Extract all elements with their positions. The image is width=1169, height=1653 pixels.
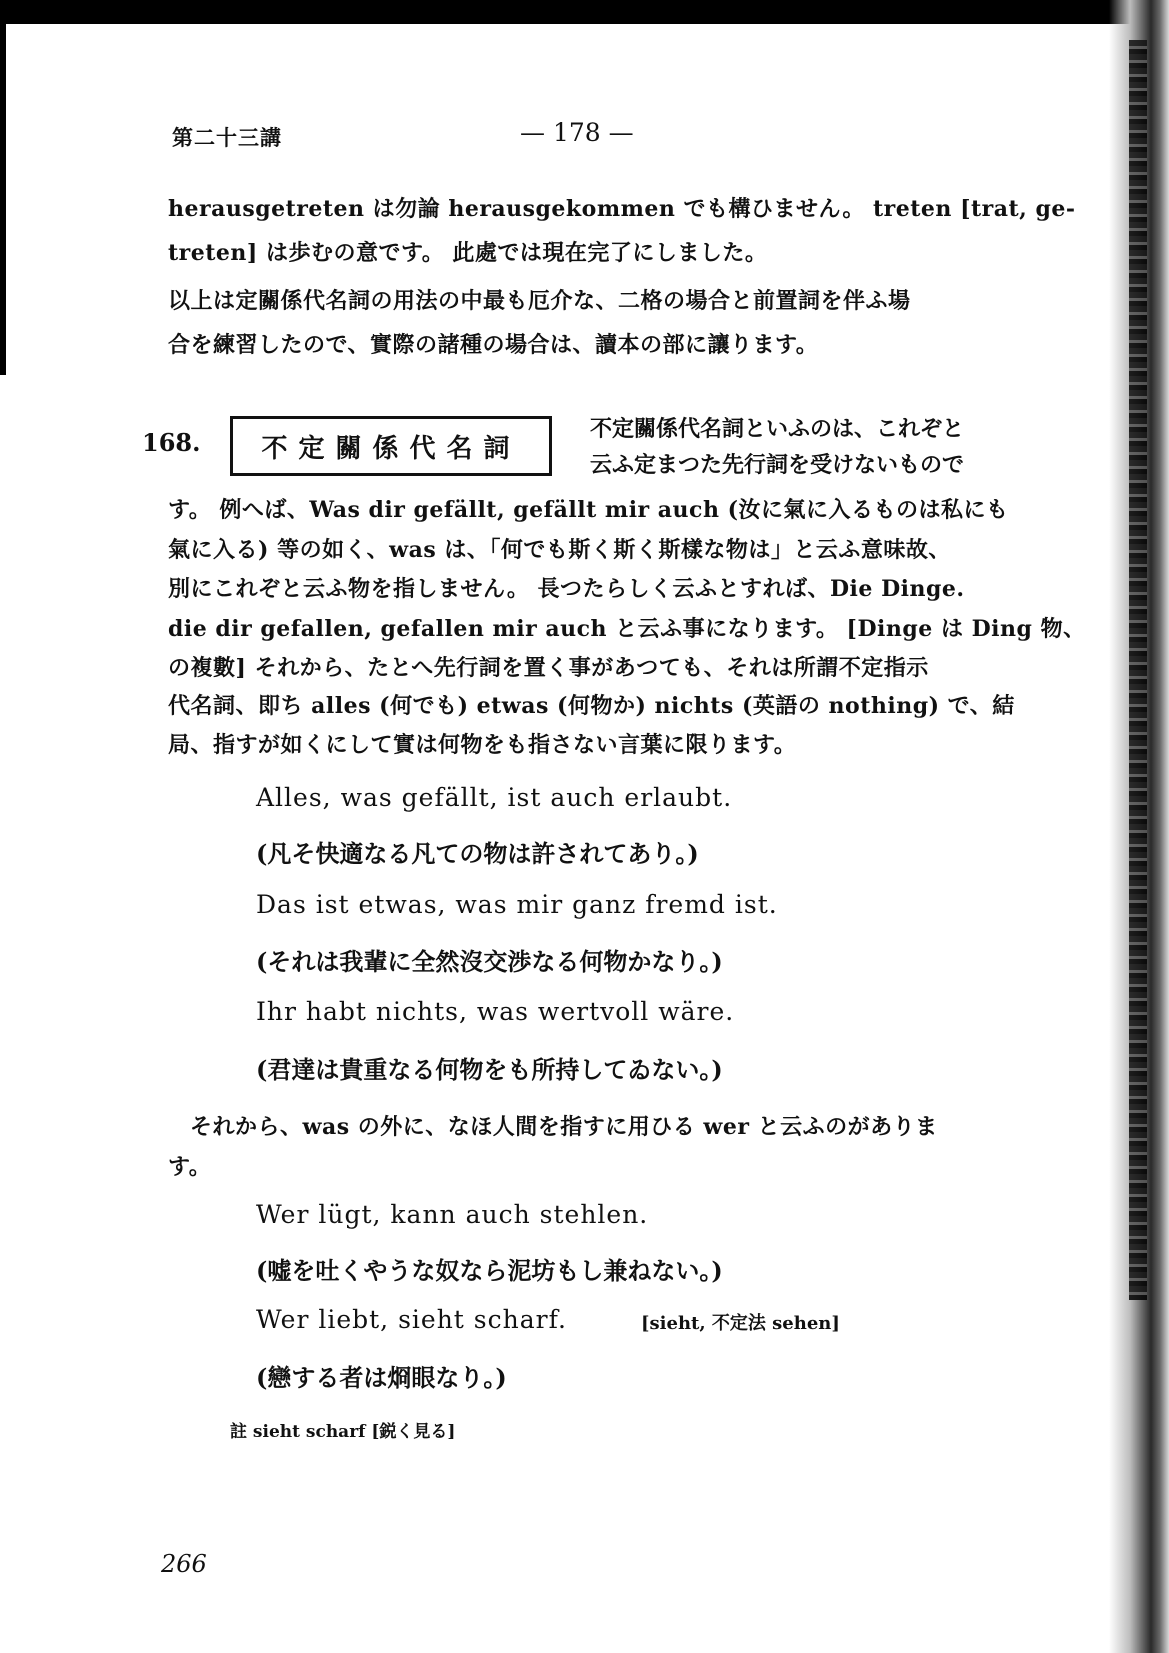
- example-japanese: (戀する者は烱眼なり。): [256, 1363, 507, 1392]
- example-japanese: (嘘を吐くやうな奴なら泥坊もし兼ねない。): [256, 1256, 723, 1285]
- mid-paragraph-line: それから、was の外に、なほ人間を指すに用ひる wer と云ふのがありま: [190, 1114, 938, 1140]
- bracket-gloss: [sieht, 不定法 sehen]: [641, 1313, 840, 1334]
- example-japanese: (凡そ快適なる凡ての物は許されてあり。): [256, 839, 699, 868]
- section-body-line: の複數] それから、たとへ先行詞を置く事があつても、それは所謂不定指示: [168, 655, 929, 681]
- page-number-header: — 178 —: [520, 118, 634, 147]
- section-title-box: [230, 416, 552, 476]
- section-body-line: 別にこれぞと云ふ物を指しません。 長つたらしく云ふとすれば、Die Dinge.: [168, 576, 965, 602]
- scan-top-edge: [0, 0, 1169, 24]
- footnote: 註 sieht scharf [鋭く見る]: [230, 1422, 456, 1442]
- section-body-line: 氣に入る) 等の如く、was は、「何でも斯く斯く斯樣な物は」と云ふ意味故、: [168, 537, 951, 563]
- section-number: 168.: [142, 428, 201, 457]
- section-body-line: die dir gefallen, gefallen mir auch と云ふ事になります。 [Dinge は Ding 物、: [168, 616, 1086, 642]
- intro-line: 以上は定關係代名詞の用法の中最も厄介な、二格の場合と前置詞を伴ふ場: [168, 288, 911, 314]
- section-intro-line: 不定關係代名詞といふのは、これぞと: [590, 416, 965, 442]
- example-japanese: (それは我輩に全然沒交渉なる何物かなり。): [256, 947, 723, 976]
- section-body-line: す。 例へば、Was dir gefällt, gefällt mir auch (汝に氣に入るものは私にも: [168, 497, 1009, 523]
- example-german: Wer liebt, sieht scharf.: [256, 1305, 567, 1334]
- mid-paragraph-line: す。: [168, 1154, 212, 1180]
- section-intro-line: 云ふ定まつた先行詞を受けないもので: [590, 452, 965, 478]
- intro-line: treten] は歩むの意です。 此處では現在完了にしました。: [168, 240, 768, 266]
- book-spine-shadow: [1109, 0, 1169, 1653]
- intro-line: herausgetreten は勿論 herausgekommen でも構ひません。 treten [trat, ge-: [168, 196, 1076, 222]
- section-title: 不定關係代名詞: [261, 433, 521, 464]
- section-body-line: 局、指すが如くにして實は何物をも指さない言葉に限ります。: [168, 732, 797, 758]
- footer-page-number: 266: [161, 1550, 207, 1578]
- example-german: Alles, was gefällt, ist auch erlaubt.: [256, 783, 733, 812]
- example-japanese: (君達は貴重なる何物をも所持してゐない。): [256, 1055, 723, 1084]
- section-body-line: 代名詞、即ち alles (何でも) etwas (何物か) nichts (英語の nothing) で、結: [168, 693, 1015, 719]
- example-german: Das ist etwas, was mir ganz fremd ist.: [256, 890, 778, 919]
- example-german: Wer lügt, kann auch stehlen.: [256, 1200, 649, 1229]
- example-german: Ihr habt nichts, was wertvoll wäre.: [256, 997, 735, 1026]
- scan-left-edge: [0, 0, 6, 375]
- intro-line: 合を練習したので、實際の諸種の場合は、讀本の部に讓ります。: [168, 332, 819, 358]
- chapter-header: 第二十三講: [172, 125, 282, 150]
